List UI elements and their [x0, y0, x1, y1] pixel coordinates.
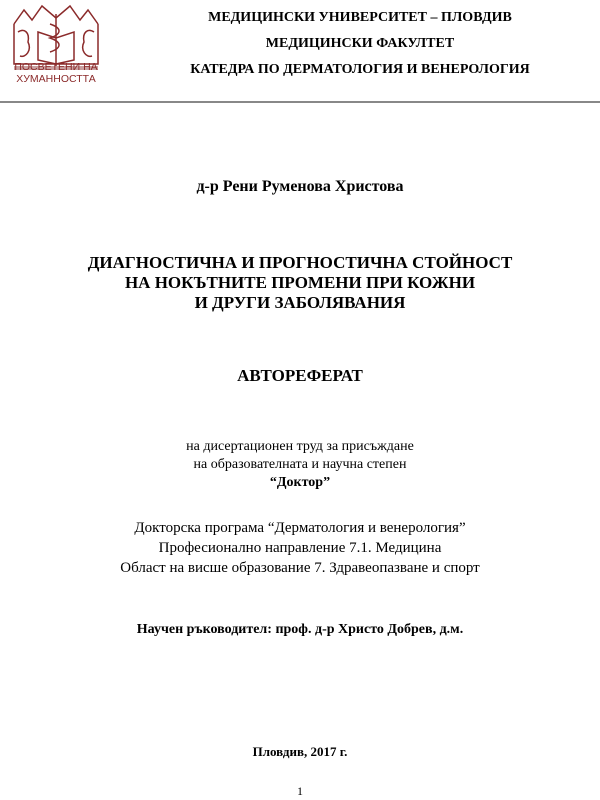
- page-number: 1: [297, 784, 303, 798]
- program-block: [0, 518, 600, 578]
- program-line: Професионално направление 7.1. Медицина: [158, 540, 442, 556]
- title-line: НА НОКЪТНИТЕ ПРОМЕНИ ПРИ КОЖНИ: [124, 273, 476, 292]
- place-year: Пловдив, 2017 г.: [252, 744, 348, 759]
- document-type: АВТОРЕФЕРАТ: [237, 366, 363, 385]
- degree-name: “Доктор”: [269, 475, 331, 490]
- program-line: Докторска програма “Дерматология и венерология”: [134, 520, 466, 536]
- header-divider: [0, 101, 600, 103]
- dissertation-title: [0, 253, 600, 313]
- supervisor: Научен ръководител: проф. д-р Христо Добрев, д.м.: [136, 622, 464, 637]
- logo-motto-line-2: ХУМАННОСТТА: [16, 73, 96, 85]
- logo-motto-line-1: ПОСВЕТЕНИ НА: [14, 61, 98, 73]
- purpose-block: [0, 438, 600, 492]
- title-line: И ДРУГИ ЗАБОЛЯВАНИЯ: [194, 293, 406, 312]
- purpose-line: на образователната и научна степен: [193, 457, 407, 472]
- title-line: ДИАГНОСТИЧНА И ПРОГНОСТИЧНА СТОЙНОСТ: [87, 253, 513, 272]
- author-name: д-р Рени Руменова Христова: [196, 178, 404, 195]
- program-line: Област на висше образование 7. Здравеопазване и спорт: [120, 560, 480, 576]
- university-name: МЕДИЦИНСКИ УНИВЕРСИТЕТ – ПЛОВДИВ: [208, 10, 512, 25]
- faculty-name: МЕДИЦИНСКИ ФАКУЛТЕТ: [265, 36, 455, 51]
- department-name: КАТЕДРА ПО ДЕРМАТОЛОГИЯ И ВЕНЕРОЛОГИЯ: [190, 62, 530, 77]
- purpose-line: на дисертационен труд за присъждане: [186, 439, 414, 454]
